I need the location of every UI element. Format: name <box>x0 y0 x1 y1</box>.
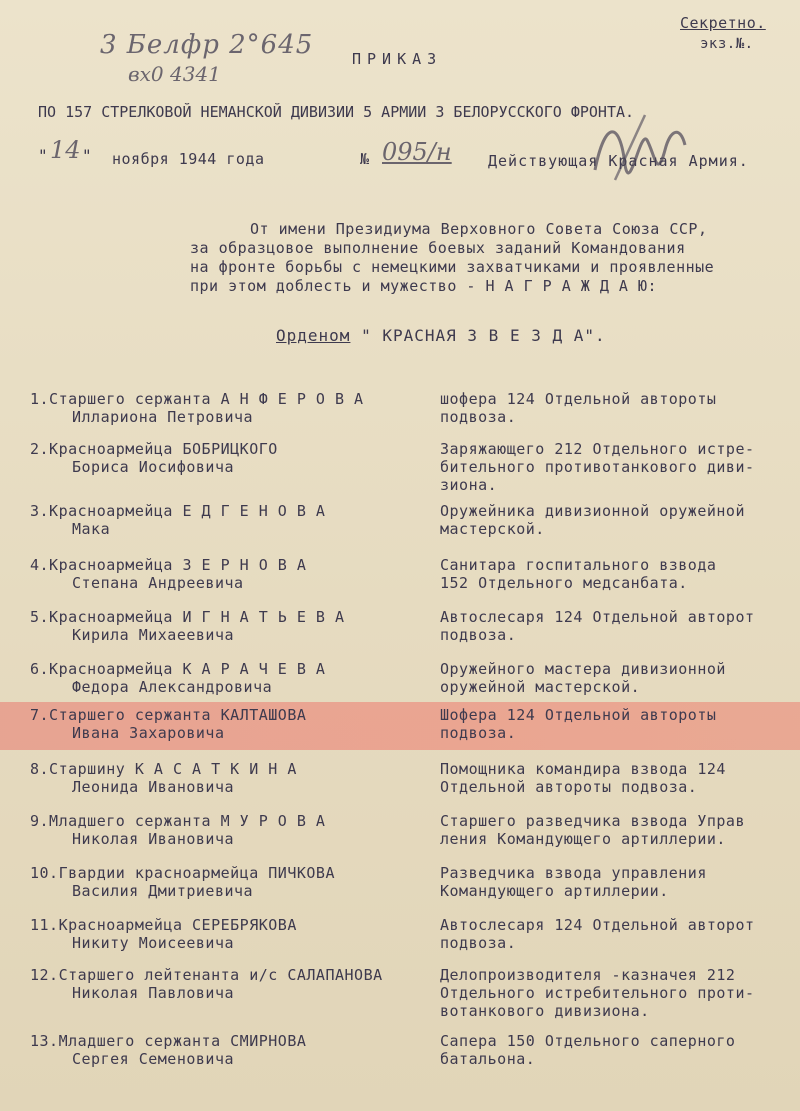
awardee-given-names: Никиту Моисеевича <box>72 934 235 952</box>
preamble-line-4: при этом доблесть и мужество - Н А Г Р А Ж Д А Ю: <box>190 277 658 295</box>
awardee-given-names: Николая Павловича <box>72 984 235 1002</box>
preamble-line-3: на фронте борьбы с немецкими захватчиками и проявленные <box>190 258 715 276</box>
awardee-position-line-2: Отдельного истребительного проти- <box>440 984 755 1002</box>
award-prefix: Орденом <box>276 326 351 345</box>
awardee-given-names: Кирила Михаеевича <box>72 626 235 644</box>
date-month-year: ноября 1944 года <box>112 150 265 168</box>
awardee-rank-surname: 7.Старшего сержанта КАЛТАШОВА <box>30 706 307 724</box>
awardee-position-line-2: мастерской. <box>440 520 545 538</box>
awardee-position-line-2: подвоза. <box>440 408 517 426</box>
awardee-given-names: Леонида Ивановича <box>72 778 235 796</box>
copy-number-label: экз.№. <box>700 36 754 52</box>
awardee-position-line-1: Оружейника дивизионной оружейной <box>440 502 745 520</box>
awardee-given-names: Василия Дмитриевича <box>72 882 254 900</box>
awardee-given-names: Мака <box>72 520 111 538</box>
awardee-rank-surname: 5.Красноармейца И Г Н А Т Ь Е В А <box>30 608 345 626</box>
awardee-row <box>0 436 800 494</box>
date-quote-open: " <box>38 146 49 165</box>
awardee-position-line-1: Автослесаря 124 Отдельной авторот <box>440 916 755 934</box>
date-quote-close: " <box>82 146 93 165</box>
awardee-position-line-2: бительного противотанкового диви- <box>440 458 755 476</box>
date-day: 14 <box>50 136 81 164</box>
awardee-row <box>0 702 800 750</box>
awardee-position-line-1: шофера 124 Отдельной автороты <box>440 390 717 408</box>
awardee-rank-surname: 3.Красноармейца Е Д Г Е Н О В А <box>30 502 326 520</box>
awardee-position-line-1: Делопроизводителя -казначея 212 <box>440 966 736 984</box>
awardee-position-line-1: Шофера 124 Отдельной автороты <box>440 706 717 724</box>
preamble-line-1: От имени Президиума Верховного Совета Союза ССР, <box>250 220 708 238</box>
awardee-rank-surname: 11.Красноармейца СЕРЕБРЯКОВА <box>30 916 297 934</box>
awardee-row <box>0 552 800 602</box>
awardee-row <box>0 1028 800 1078</box>
awardee-rank-surname: 10.Гвардии красноармейца ПИЧКОВА <box>30 864 335 882</box>
awardee-rank-surname: 9.Младшего сержанта М У Р О В А <box>30 812 326 830</box>
awardee-position-line-2: батальона. <box>440 1050 536 1068</box>
awardee-row <box>0 756 800 806</box>
awardee-position-line-3: зиона. <box>440 476 498 494</box>
issuing-unit: ПО 157 СТРЕЛКОВОЙ НЕМАНСКОЙ ДИВИЗИИ 5 АРМИИ 3 БЕЛОРУССКОГО ФРОНТА. <box>38 103 635 121</box>
awardee-rank-surname: 2.Красноармейца БОБРИЦКОГО <box>30 440 278 458</box>
awardee-row <box>0 860 800 910</box>
handwritten-incoming-number: вх0 4341 <box>128 62 221 86</box>
preamble-line-2: за образцовое выполнение боевых заданий Командования <box>190 239 686 257</box>
awardee-row <box>0 912 800 962</box>
awardee-given-names: Степана Андреевича <box>72 574 244 592</box>
awardee-row <box>0 498 800 548</box>
handwritten-registration: 3 Белфр 2°645 <box>100 30 314 60</box>
awardee-rank-surname: 12.Старшего лейтенанта и/с САЛАПАНОВА <box>30 966 383 984</box>
awardee-position-line-2: подвоза. <box>440 626 517 644</box>
awardee-position-line-1: Старшего разведчика взвода Управ <box>440 812 745 830</box>
document-title: ПРИКАЗ <box>352 50 443 68</box>
awardee-row <box>0 604 800 654</box>
award-name: " КРАСНАЯ З В Е З Д А". <box>361 326 606 345</box>
awardee-position-line-1: Оружейного мастера дивизионной <box>440 660 726 678</box>
awardee-given-names: Федора Александровича <box>72 678 273 696</box>
awardee-position-line-1: Сапера 150 Отдельного саперного <box>440 1032 736 1050</box>
awardee-row <box>0 962 800 1020</box>
awardee-rank-surname: 1.Старшего сержанта А Н Ф Е Р О В А <box>30 390 364 408</box>
awardee-position-line-2: подвоза. <box>440 934 517 952</box>
awardee-position-line-1: Заряжающего 212 Отдельного истре- <box>440 440 755 458</box>
awardee-row <box>0 386 800 436</box>
awardee-rank-surname: 8.Старшину К А С А Т К И Н А <box>30 760 297 778</box>
awardee-row <box>0 656 800 706</box>
awardee-position-line-2: Отдельной автороты подвоза. <box>440 778 698 796</box>
secret-mark: Секретно. <box>680 14 766 32</box>
order-number-sign: № <box>360 150 370 168</box>
awardee-position-line-1: Санитара госпитального взвода <box>440 556 717 574</box>
awardee-rank-surname: 6.Красноармейца К А Р А Ч Е В А <box>30 660 326 678</box>
awardee-given-names: Сергея Семеновича <box>72 1050 235 1068</box>
awardee-position-line-2: ления Командующего артиллерии. <box>440 830 726 848</box>
signature-scribble <box>585 110 695 200</box>
army-label: Действующая Красная Армия. <box>488 152 749 170</box>
award-heading <box>276 326 606 345</box>
awardee-position-line-2: подвоза. <box>440 724 517 742</box>
awardee-given-names: Ивана Захаровича <box>72 724 225 742</box>
awardee-given-names: Иллариона Петровича <box>72 408 254 426</box>
awardee-position-line-1: Помощника командира взвода 124 <box>440 760 726 778</box>
awardee-position-line-2: оружейной мастерской. <box>440 678 641 696</box>
awardee-position-line-3: вотанкового дивизиона. <box>440 1002 650 1020</box>
awardee-position-line-1: Автослесаря 124 Отдельной авторот <box>440 608 755 626</box>
awardee-rank-surname: 4.Красноармейца З Е Р Н О В А <box>30 556 307 574</box>
awardee-row <box>0 808 800 858</box>
awardee-position-line-2: 152 Отдельного медсанбата. <box>440 574 688 592</box>
awardee-given-names: Бориса Иосифовича <box>72 458 235 476</box>
awardee-position-line-2: Командующего артиллерии. <box>440 882 669 900</box>
awardee-given-names: Николая Ивановича <box>72 830 235 848</box>
awardee-rank-surname: 13.Младшего сержанта СМИРНОВА <box>30 1032 307 1050</box>
awardee-position-line-1: Разведчика взвода управления <box>440 864 707 882</box>
order-number: 095/н <box>382 138 452 166</box>
